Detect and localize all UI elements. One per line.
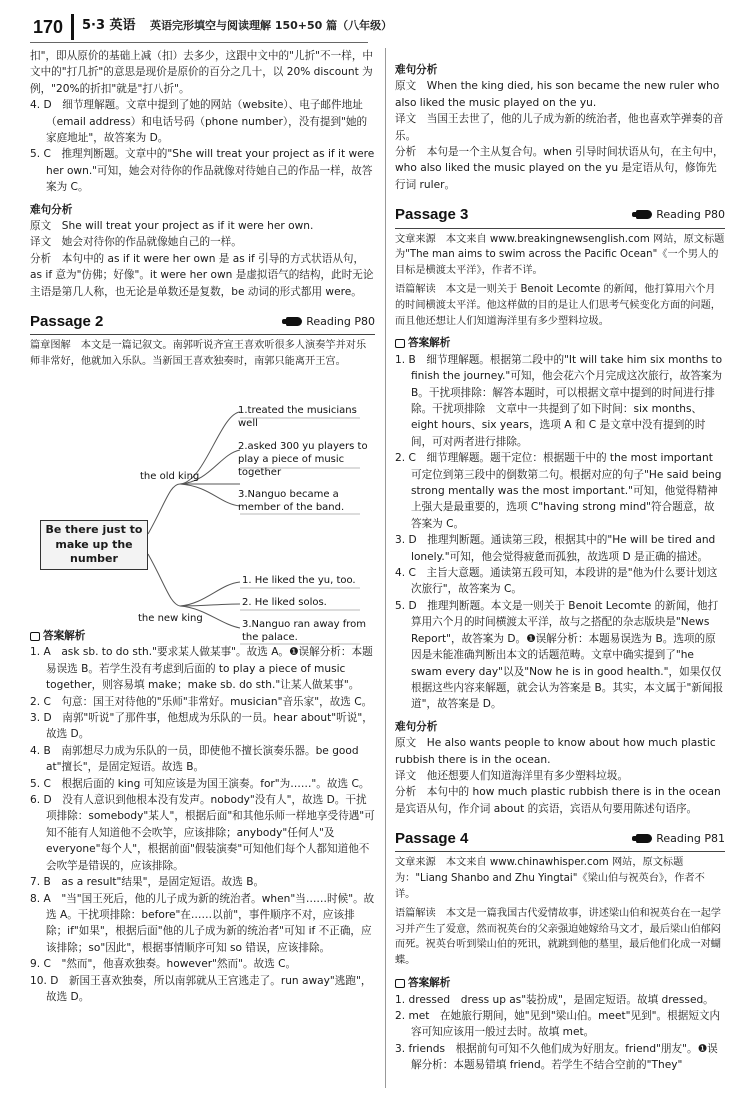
- mind-map-old-item: 2.asked 300 yu players to play a piece of music together: [238, 440, 368, 478]
- reading-page-ref: Reading P81: [656, 832, 725, 846]
- reading-page-ref: Reading P80: [656, 208, 725, 222]
- section-title: 难句分析: [30, 203, 73, 216]
- answers-header: [395, 335, 725, 351]
- sentence-translation: 译文 当国王去世了，他的儿子成为新的统治者，他也喜欢竽弹奏的音乐。: [395, 113, 724, 142]
- sentence-analysis: 分析 本句中的 as if it were her own 是 as if 引导的方式状语从句，as if 意为"仿佛；好像"。it were her own 是虚拟语气的结构，此时无论主语是第几人称，也无论是单数还是复数，be 动词的形式都用 were。: [30, 252, 374, 298]
- mind-map-center: Be there just to make up the number: [40, 520, 148, 570]
- article-source: 文章来源 本文来自 www.chinawhisper.com 网站，原文标题为："Liang Shanbo and Zhu Yingtai"《梁山伯与祝英台》，作者不详。: [395, 857, 705, 901]
- answer-paragraph: 4. D 细节理解题。文章中提到了她的网站（website）、电子邮件地址（email address）和电话号码（phone number），没有提到"她的家庭地址"，故答案为 D。: [30, 99, 368, 145]
- mind-map-new-item: 2. He liked solos.: [242, 596, 327, 608]
- answer-paragraph: 5. C 推理判断题。文章中的"She will treat your project as if it were her own."可知，她会对待你的作品就像对待她自己的作品一样，故答案为 C。: [30, 148, 375, 194]
- answer-item: 6. D 没有人意识到他根本没有发声。nobody"没有人"，故选 D。干扰项排除：somebody"某人"，根据后面"和其他乐师一样地享受待遇"可知不能有人知道他不会吹竽，应该排除；anybody"任何人"及 everyone"每个人"，根据前面"假装演奏"可知他们每个人都知道他不会吹竽是错误的，应该排除。: [30, 794, 375, 872]
- sentence-analysis: 分析 本句中的 how much plastic rubbish there is in the ocean 是宾语从句，作介词 about 的宾语，宾语从句要用陈述句语序。: [395, 786, 721, 815]
- header-bar: [71, 14, 74, 40]
- sentence-analysis: 分析 本句是一个主从复合句。when 引导时间状语从句，在主句中，who also liked the music played on the yu 是定语从句，修饰先行词 ruler。: [395, 146, 724, 191]
- passage-ref: [636, 830, 725, 847]
- section-title: 难句分析: [395, 64, 438, 76]
- answer-item: 1. A ask sb. to do sth."要求某人做某事"。故选 A。❶误解分析：本题易误选 B。若学生没有考虑到后面的 to play a piece of music together，则容易填 make；make sb. do sth."让某人做某事"。: [30, 646, 373, 692]
- mind-map-old-item: 1.treated the musicians well: [238, 404, 357, 429]
- passage-title: Passage 2: [30, 313, 104, 331]
- passage-intro: 篇章图解 本文是一篇记叙文。南郭听说齐宣王喜欢听很多人演奏竽并对乐师非常好，他就加入乐队。当新国王喜欢独奏时，南郭只能离开王宫。: [30, 340, 367, 368]
- lock-icon: [30, 632, 40, 641]
- lock-icon: [395, 979, 405, 988]
- pointing-hand-icon: [636, 834, 652, 843]
- header-rule: [30, 42, 368, 43]
- answer-item: 3. D 南郭"听说"了那件事，他想成为乐队的一员。hear about"听说"，故选 D。: [30, 712, 373, 741]
- answer-paragraph: 扣"，即从原价的基础上减（扣）去多少，这跟中文中的"儿折"不一样，中文中的"打几折"的意思是现价是原价的百分之几十，以 20% discount 为例，"20%的折扣"就是"打八折"。: [30, 50, 374, 95]
- left-answers: [30, 622, 375, 1005]
- mind-map-new-king: the new king: [138, 612, 203, 624]
- lock-icon: [395, 339, 405, 348]
- answer-item: 2. C 细节理解题。题干定位：根据题干中的 the most important 可定位到第三段中的倒数第二句。根据对应的句子"He said being strong mentally was the most important."可知，他觉得精神上强大是最重要的，选项 C"having strong mind"符合题意，故答案为 C。: [395, 452, 722, 530]
- mind-map-old-king: the old king: [140, 470, 200, 482]
- book-title: 英语完形填空与阅读理解 150+50 篇（八年级）: [150, 19, 393, 32]
- column-divider: [385, 48, 386, 1088]
- answers-header: [395, 975, 725, 991]
- mind-map-new-item: 1. He liked the yu, too.: [242, 574, 356, 586]
- passage-2-header: [30, 310, 375, 335]
- answer-item: 4. C 主旨大意题。通读第五段可知，本段讲的是"他为什么要计划这次旅行"，故答案为 C。: [395, 567, 718, 596]
- passage-3-header: [395, 203, 725, 228]
- article-source: 文章来源 本文来自 www.breakingnewsenglish.com 网站，原文标题为"The man aims to swim across the Pacific Ocean"《一个男人的目标是横渡太平洋》，作者不详。: [395, 233, 725, 277]
- section-title: 难句分析: [395, 720, 438, 733]
- answer-item: 4. B 南郭想尽力成为乐队的一员，即使他不擅长演奏乐器。be good at"擅长"，是固定短语。故选 B。: [30, 744, 359, 774]
- page-number: 170: [33, 17, 64, 37]
- sentence-translation: 译文 她会对待你的作品就像她自己的一样。: [30, 236, 242, 249]
- passage-4-header: [395, 827, 725, 852]
- answer-item: 9. C "然而"，他喜欢独奏。however"然而"。故选 C。: [30, 958, 297, 971]
- sentence-original: 原文 She will treat your project as if it were her own.: [30, 220, 314, 233]
- answers-header: [30, 628, 375, 644]
- passage-title: Passage 4: [395, 830, 469, 848]
- answer-item: 1. B 细节理解题。根据第二段中的"It will take him six months to finish the journey."可知，他会花六个月完成这次旅行，故答案为 B。干扰项排除：解答本题时，可以根据文章中提到的时间进行排除。干扰项排除 文章中一共提到了如下时间：six months、eight hours、six years，选项 A 和 C 是文章中没有提到的时间，可对两者进行排除。: [395, 353, 723, 448]
- answer-item: 1. dressed dress up as"装扮成"，是固定短语。故填 dressed。: [395, 993, 714, 1006]
- article-summary: 语篇解读 本文是一则关于 Benoit Lecomte 的新闻，他打算用六个月的时间横渡太平洋。他这样做的目的是让人们思考气候变化方面的问题，而且他还想让人们知道海洋里有多少塑料垃圾。: [395, 283, 721, 327]
- answer-item: 5. D 推理判断题。本文是一则关于 Benoit Lecomte 的新闻，他打算用六个月的时间横渡太平洋，故与之搭配的杂志版块是"News Report"，故答案为 D。❶误解分析：本题易误选为 B。选项的原因是未能准确判断出本文的话题范畴。文章中确实提到了"he swam every day"以及"Now he is in good health."，如果仅仅根据这些内容来解题，就会认为答案是 B。其实，本文属于"新闻报道"，故答案是 D。: [395, 599, 724, 711]
- sentence-original: 原文 When the king died, his son became the new ruler who also liked the music played on the yu.: [395, 80, 720, 109]
- answers-title: 答案解析: [408, 977, 451, 990]
- answer-item: 10. D 新国王喜欢独奏，所以南郭就从王宫逃走了。run away"逃跑"，故选 D。: [30, 974, 372, 1003]
- mind-map-old-item: 3.Nanguo became a member of the band.: [238, 488, 345, 513]
- passage-title: Passage 3: [395, 206, 469, 224]
- answers-title: 答案解析: [408, 337, 451, 350]
- pointing-hand-icon: [636, 210, 652, 219]
- answer-item: 7. B as a result"结果"，是固定短语。故选 B。: [30, 876, 265, 889]
- pointing-hand-icon: [286, 317, 302, 326]
- answer-item: 3. friends 根据前句可知不久他们成为好朋友。friend"朋友"。❶误解分析：本题易错填 friend。若学生不结合空前的"They": [395, 1042, 718, 1072]
- right-column: [395, 48, 725, 1074]
- answers-title: 答案解析: [43, 630, 86, 642]
- page-header: [0, 0, 750, 44]
- sentence-original: 原文 He also wants people to know about how much plastic rubbish there is in the ocean.: [395, 737, 716, 766]
- sentence-translation: 译文 他还想要人们知道海洋里有多少塑料垃圾。: [395, 769, 629, 782]
- answer-item: 2. met 在她旅行期间，她"见到"梁山伯。meet"见到"。根据短文内容可知应该用一般过去时。故填 met。: [395, 1009, 721, 1039]
- answer-item: 2. C 句意：国王对待他的"乐师"非常好。musician"音乐家"，故选 C。: [30, 695, 373, 708]
- mind-map-new-item: 3.Nanguo ran away from the palace.: [242, 618, 367, 643]
- left-column: [30, 48, 375, 680]
- article-summary: 语篇解读 本文是一篇我国古代爱情故事，讲述梁山伯和祝英台在一起学习并产生了爱意，然而祝英台的父亲强迫她嫁给马文才，最后梁山伯郁闷而死。祝英台听到梁山伯的死讯，就跳到他的墓里，最后他们化成一对蝴蝶。: [395, 907, 721, 967]
- reading-page-ref: Reading P80: [306, 315, 375, 329]
- answer-item: 5. C 根据后面的 king 可知应该是为国王演奏。for"为……"。故选 C。: [30, 777, 370, 790]
- answer-item: 3. D 推理判断题。通读第三段，根据其中的"He will be tired and lonely."可知，他会觉得疲惫而孤独，故选项 D 是正确的描述。: [395, 534, 716, 563]
- passage-ref: [636, 206, 725, 223]
- passage-ref: [286, 313, 375, 330]
- brand-logo: 5·3 英语: [82, 18, 136, 33]
- answer-item: 8. A "当"国王死后，他的儿子成为新的统治者。when"当……时候"。故选 A。干扰项排除：before"在……以前"，事件顺序不对，应该排除；if"如果"，根据后面"他的儿子成为新的统治者"可知 if 不正确，应该排除；so"因此"，根据事情顺序可知 so 错误，应该排除。: [30, 892, 375, 954]
